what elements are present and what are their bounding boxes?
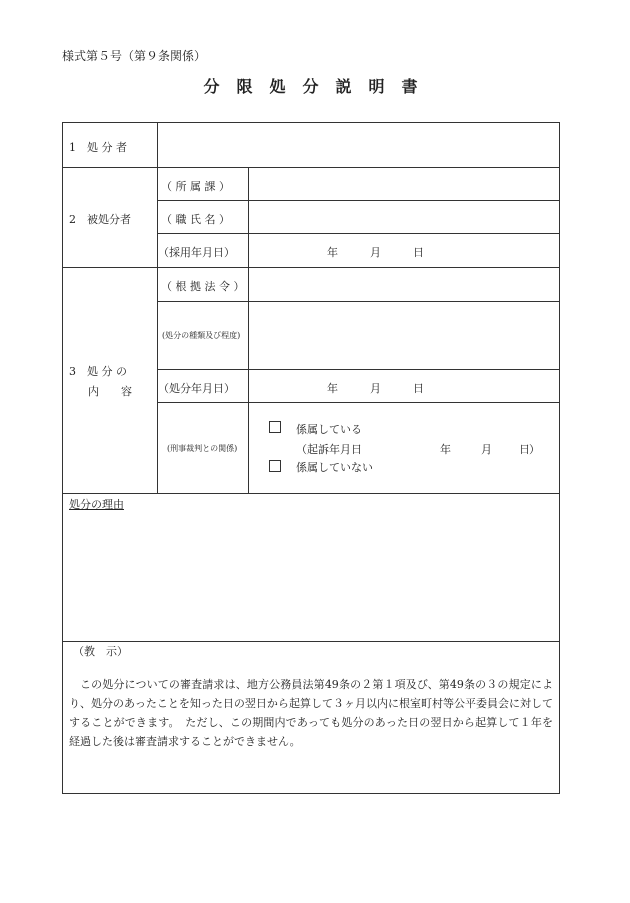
subrow-divider bbox=[157, 369, 560, 370]
position-name-field[interactable] bbox=[249, 201, 560, 233]
indictment-date-year: 年 bbox=[440, 443, 451, 456]
disposition-date-month: 月 bbox=[370, 382, 381, 395]
disposer-field[interactable] bbox=[158, 123, 560, 167]
label-hire-date: （採用年月日） bbox=[158, 246, 235, 259]
pending-checkbox[interactable] bbox=[269, 421, 281, 433]
hire-date-month: 月 bbox=[370, 246, 381, 259]
not-pending-checkbox[interactable] bbox=[269, 460, 281, 472]
not-pending-option-label: 係属していない bbox=[296, 461, 373, 474]
column-divider bbox=[157, 123, 158, 493]
form-table bbox=[62, 122, 560, 794]
reason-label: 処分の理由 bbox=[69, 498, 124, 511]
label-disposition-type: (処分の種類及び程度) bbox=[162, 331, 241, 340]
subrow-divider bbox=[157, 402, 560, 403]
disposition-date-day: 日 bbox=[413, 382, 424, 395]
hire-date-year: 年 bbox=[327, 246, 338, 259]
pending-option-label: 係属している bbox=[296, 423, 362, 436]
reason-section[interactable] bbox=[63, 494, 560, 641]
row-divider bbox=[63, 641, 560, 642]
indictment-date-label: （起訴年月日 bbox=[296, 443, 362, 456]
label-position-name: （ 職 氏 名 ） bbox=[161, 213, 230, 226]
label-criminal-relation: (刑事裁判との関係) bbox=[167, 444, 238, 453]
indictment-date-day: 日 bbox=[519, 443, 530, 456]
label-disposition-date: （処分年月日） bbox=[158, 382, 235, 395]
document-title: 分限処分説明書 bbox=[203, 77, 435, 96]
department-field[interactable] bbox=[249, 168, 560, 200]
hire-date-day: 日 bbox=[413, 246, 424, 259]
label-disposer: 1 処 分 者 bbox=[69, 141, 127, 154]
notice-heading: （教 示） bbox=[73, 645, 128, 658]
label-department: （ 所 属 課 ） bbox=[161, 180, 230, 193]
indictment-date-month: 月 bbox=[481, 443, 492, 456]
notice-body: この処分についての審査請求は、地方公務員法第49条の２第１項及び、第49条の３の規定により、処分のあったことを知った日の翌日から起算して３ヶ月以内に根室町村等公平委員会に対してすることができます。 ただし、この期間内であっても処分のあった日の翌日から起算して１年を経過した後は審査請求することができません。 bbox=[69, 678, 553, 748]
label-disposition-content-2: 内 容 bbox=[88, 385, 132, 398]
legal-basis-field[interactable] bbox=[249, 268, 560, 301]
disposition-type-field[interactable] bbox=[249, 302, 560, 369]
disposition-date-year: 年 bbox=[327, 382, 338, 395]
label-disposition-content-1: 3 処 分 の bbox=[69, 365, 127, 378]
indictment-close-paren: ） bbox=[529, 443, 540, 456]
form-number: 様式第５号（第９条関係） bbox=[62, 49, 207, 63]
label-disposed-person: 2 被処分者 bbox=[69, 213, 131, 226]
label-legal-basis: （ 根 拠 法 令 ） bbox=[161, 280, 245, 293]
subrow-divider bbox=[157, 233, 560, 234]
